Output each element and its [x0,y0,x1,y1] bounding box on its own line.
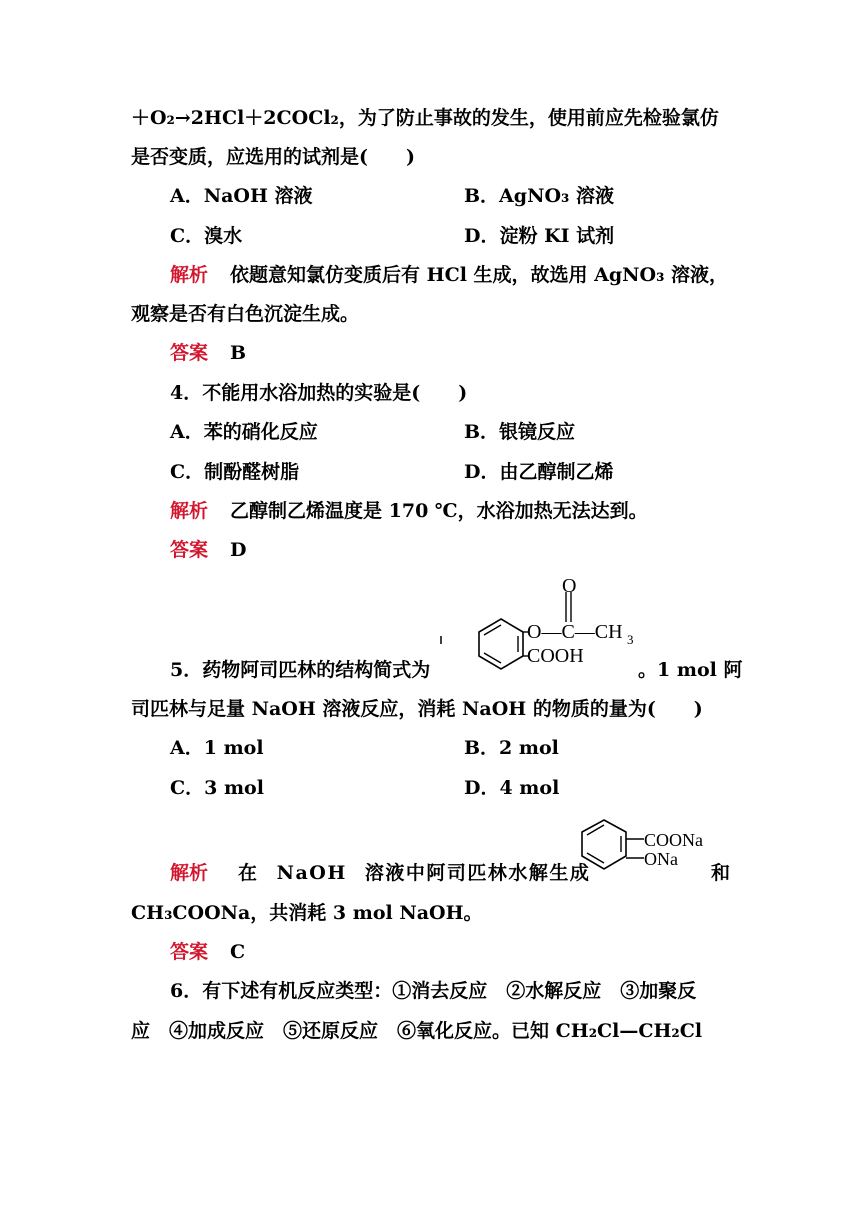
product-group-2: ONa [644,849,678,869]
q5-stem-line-2: 司匹林与足量 NaOH 溶液反应，消耗 NaOH 的物质的量为( ) [131,698,703,720]
q3-option-c: C．溴水 [170,225,243,247]
q5-analysis-part-2: 和 [711,862,731,884]
q3-stem-line-1: ＋O₂→2HCl＋2COCl₂，为了防止事故的发生，使用前应先检验氯仿 [131,107,719,129]
q4-option-c: C．制酚醛树脂 [170,461,300,483]
q4-option-b: B．银镜反应 [464,421,576,443]
q6-stem-line-2: 应 ④加成反应 ⑤还原反应 ⑥氧化反应。已知 CH₂Cl—CH₂Cl [131,1020,703,1042]
answer-label: 答案 [170,941,209,963]
q3-analysis-line-2: 观察是否有白色沉淀生成。 [131,303,360,325]
q3-analysis-line-1: 解析 依题意知氯仿变质后有 HCl 生成，故选用 AgNO₃ 溶液， [170,264,729,286]
q4-option-a: A．苯的硝化反应 [170,421,318,443]
answer-value: B [230,342,247,364]
q5-option-c: C．3 mol [170,777,264,799]
q4-option-d: D．由乙醇制乙烯 [464,461,614,483]
q3-option-b: B．AgNO₃ 溶液 [464,185,614,207]
q3-answer [170,338,770,368]
q5-analysis-label [170,858,208,888]
analysis-label: 解析 [170,264,209,286]
q5-analysis-line-2: CH₃COONa，共消耗 3 mol NaOH。 [131,902,483,924]
sodium-phenoxide-benzoate-structure [578,814,718,884]
analysis-label: 解析 [170,862,209,884]
carbonyl-oxygen: O [562,575,577,597]
q5-option-a: A．1 mol [170,737,264,759]
q6-stem-line-1: 6．有下述有机反应类型：①消去反应 ②水解反应 ③加聚反 [170,980,697,1002]
q5-option-b: B．2 mol [464,737,559,759]
q3-stem-line-2: 是否变质，应选用的试剂是( ) [131,146,415,168]
ester-chain: O—C—CH [527,621,623,643]
q5-stem-part-2: 。1 mol 阿 [638,659,743,681]
q5-stem-part-1: 5．药物阿司匹林的结构简式为 [170,659,431,681]
answer-value: D [230,539,247,561]
analysis-label: 解析 [170,500,209,522]
methyl-subscript: 3 [627,632,634,647]
q3-option-a: A．NaOH 溶液 [170,185,313,207]
q4-answer [170,535,770,565]
q4-analysis: 解析 乙醇制乙烯温度是 170 ℃，水浴加热无法达到。 [170,500,648,522]
q3-option-d: D．淀粉 KI 试剂 [464,225,615,247]
q4-stem: 4．不能用水浴加热的实验是( ) [170,382,468,404]
answer-label: 答案 [170,342,209,364]
answer-value: C [230,941,246,963]
q5-option-d: D．4 mol [464,777,560,799]
q5-analysis-part-1: 在 NaOH 溶液中阿司匹林水解生成 [238,862,591,884]
aspirin-structure-diagram [436,574,642,674]
product-group-1: COONa [644,830,703,850]
answer-label: 答案 [170,539,209,561]
carboxyl-group: COOH [527,645,584,667]
q5-answer [170,937,770,967]
